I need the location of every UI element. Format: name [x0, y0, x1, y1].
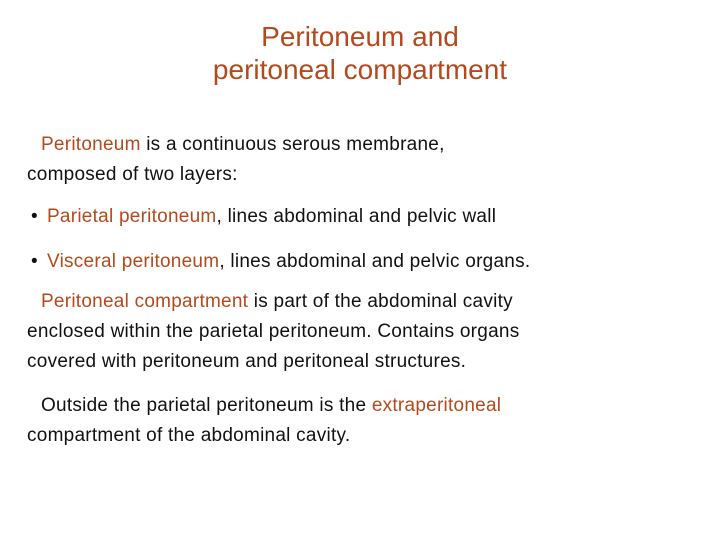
- term-extraperitoneal: extraperitoneal: [371, 395, 502, 416]
- bullet-text: , lines abdominal and pelvic organs.: [219, 251, 531, 272]
- bullet-marker: •: [31, 251, 38, 272]
- extraperitoneal-line-2: compartment of the abdominal cavity.: [27, 425, 351, 446]
- compartment-text-1: is part of the abdominal cavity: [248, 291, 513, 312]
- peritoneum-definition: [27, 130, 697, 190]
- term-peritoneum: Peritoneum: [41, 134, 141, 155]
- extraperitoneal-line-1: [27, 391, 697, 421]
- bullet-text: , lines abdominal and pelvic wall: [216, 206, 497, 227]
- definition-line-1: [27, 130, 697, 160]
- title-line-2: peritoneal compartment: [212, 54, 508, 85]
- definition-text-1: is a continuous serous membrane,: [140, 134, 445, 155]
- bullet-visceral: [31, 248, 701, 276]
- term-peritoneal-compartment: Peritoneal compartment: [41, 291, 249, 312]
- term-parietal-peritoneum: Parietal peritoneum: [47, 206, 217, 227]
- compartment-line-2: enclosed within the parietal peritoneum. Contains organs: [27, 321, 520, 342]
- bullet-marker: •: [31, 206, 38, 227]
- definition-line-2: composed of two layers:: [27, 164, 238, 185]
- compartment-line-1: [27, 287, 697, 317]
- extraperitoneal-definition: [27, 391, 697, 451]
- peritoneal-compartment-definition: [27, 287, 697, 377]
- title-line-1: Peritoneum and: [261, 21, 459, 52]
- slide-title: [0, 20, 720, 86]
- bullet-parietal: [31, 203, 701, 231]
- compartment-line-3: covered with peritoneum and peritoneal structures.: [27, 351, 467, 372]
- extraperitoneal-text-1: Outside the parietal peritoneum is the: [41, 395, 372, 416]
- term-visceral-peritoneum: Visceral peritoneum: [47, 251, 220, 272]
